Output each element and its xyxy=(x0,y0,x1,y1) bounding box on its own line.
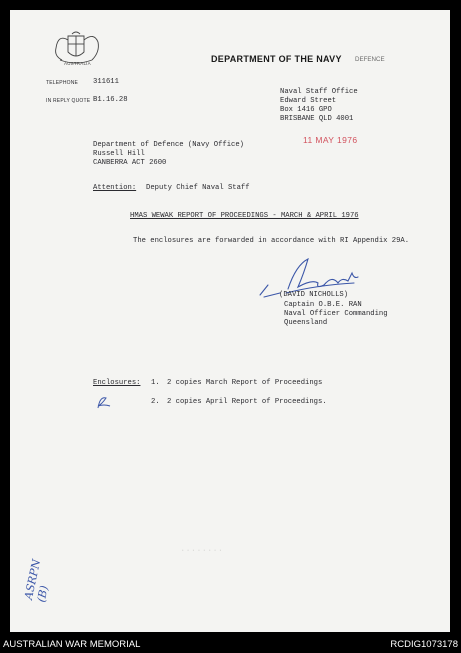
recipient-line: Russell Hill xyxy=(93,150,145,158)
reply-quote-label: IN REPLY QUOTE xyxy=(46,98,91,104)
faint-bleed-through: ........ xyxy=(180,544,224,554)
attention-text: Deputy Chief Naval Staff xyxy=(146,184,250,192)
signatory-name: (DAVID NICHOLLS) xyxy=(279,291,349,299)
sender-address-line: BRISBANE QLD 4001 xyxy=(280,115,354,123)
department-overprint: DEFENCE xyxy=(355,56,385,63)
department-heading: DEPARTMENT OF THE NAVY xyxy=(211,54,342,64)
footer-record-id: RCDIG1073178 xyxy=(390,639,458,650)
crest-text: AUSTRALIA xyxy=(64,61,91,66)
footer-source: AUSTRALIAN WAR MEMORIAL xyxy=(3,639,141,650)
subject-line: HMAS WEWAK REPORT OF PROCEEDINGS - MARCH & APRIL 1976 xyxy=(130,212,359,220)
recipient-line: Department of Defence (Navy Office) xyxy=(93,141,244,149)
enclosure-item: 2 copies April Report of Proceedings. xyxy=(167,398,327,406)
handwritten-archive-note: ASRPN (B) xyxy=(22,558,51,604)
enclosure-number: 2. xyxy=(151,398,160,406)
date-stamp: 11 MAY 1976 xyxy=(303,135,358,145)
handwritten-initials xyxy=(94,394,114,410)
signatory-rank: Captain O.B.E. RAN xyxy=(284,301,362,309)
telephone-number: 311611 xyxy=(93,78,119,86)
sender-address-line: Naval Staff Office xyxy=(280,88,358,96)
enclosure-item: 2 copies March Report of Proceedings xyxy=(167,379,323,387)
body-text: The enclosures are forwarded in accordance with RI Appendix 29A. xyxy=(133,237,410,245)
enclosures-label: Enclosures: xyxy=(93,379,141,387)
attention-label: Attention: xyxy=(93,184,137,192)
signatory-location: Queensland xyxy=(284,319,328,327)
sender-address-line: Edward Street xyxy=(280,97,337,105)
sender-address-line: Box 1416 GPO xyxy=(280,106,332,114)
recipient-line: CANBERRA ACT 2600 xyxy=(93,159,167,167)
telephone-label: TELEPHONE xyxy=(46,80,79,86)
reply-reference: B1.16.28 xyxy=(93,96,128,104)
signatory-title: Naval Officer Commanding xyxy=(284,310,388,318)
enclosure-number: 1. xyxy=(151,379,160,387)
